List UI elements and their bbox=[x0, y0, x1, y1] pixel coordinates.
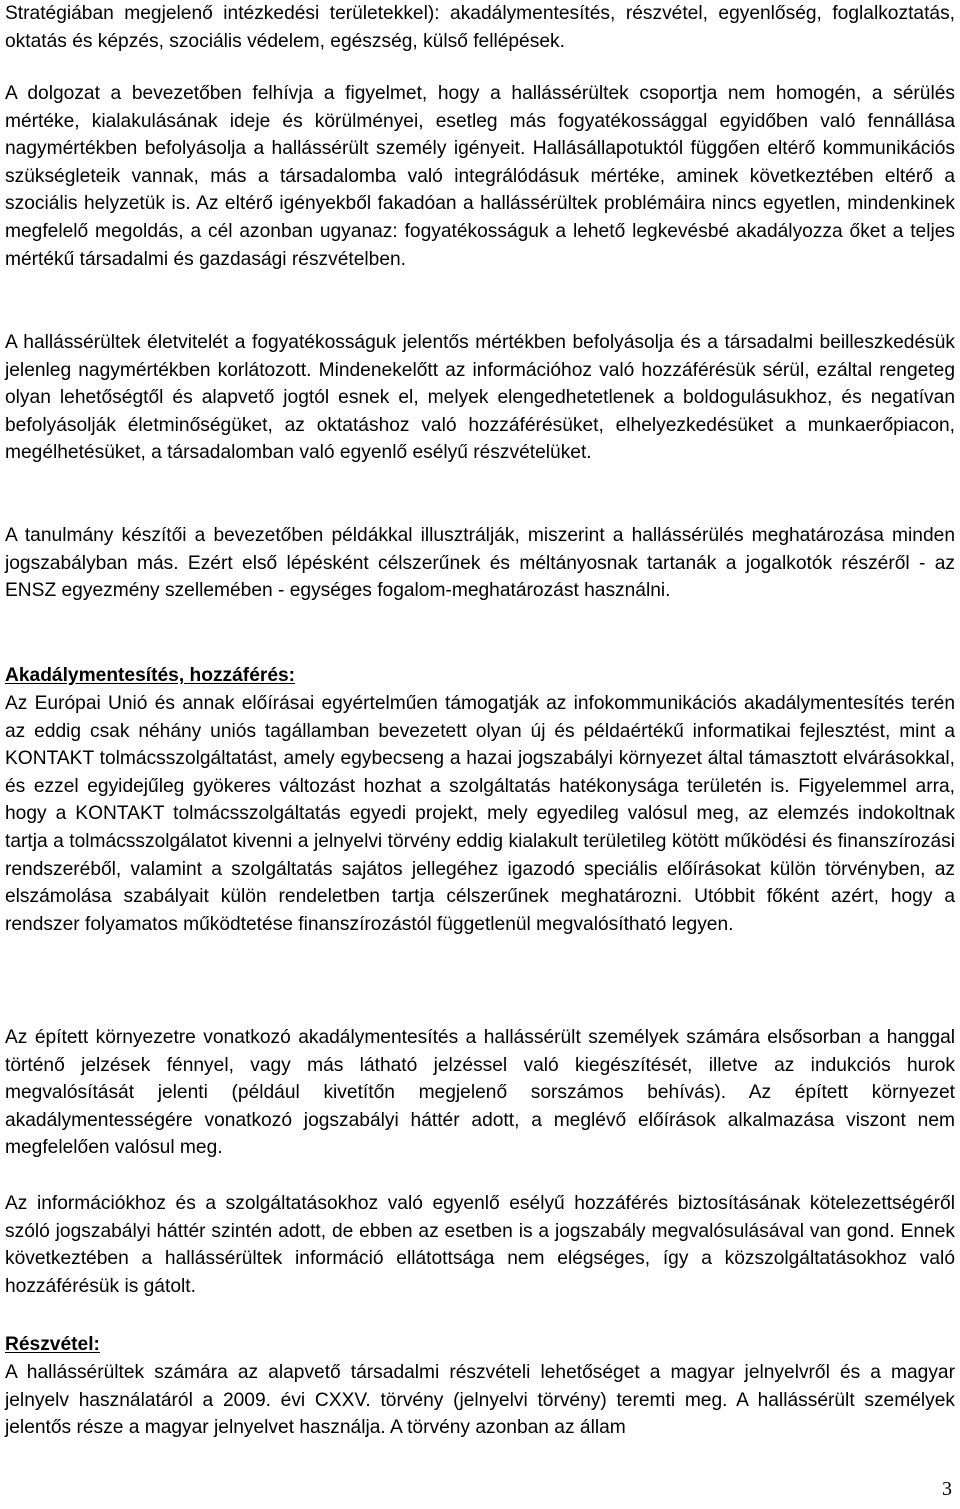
paragraph-2: A dolgozat a bevezetőben felhívja a figyelmet, hogy a hallássérültek csoportja nem homogén, a sérülés mértéke, kialakulásának ideje és körülményei, esetleg más fogyatékossággal egyidőben való fennállása nagymértékben befolyásolja a hallássérült személy igényeit. Hallásállapotuktól függően eltérő kommunikációs szükségleteik vannak, más a társadalomba való integrálódásuk mértéke, aminek következtében eltérő a szociális helyzetük is. Az eltérő igényekből fakadóan a hallássérültek problémáira nincs egyetlen, mindenkinek megfelelő megoldás, a cél azonban ugyanaz: fogyatékosságuk a lehető legkevésbé akadályozza őket a teljes mértékű társadalmi és gazdasági részvételben. bbox=[5, 83, 955, 270]
page-number: 3 bbox=[942, 1478, 952, 1500]
paragraph-8: A hallássérültek számára az alapvető társadalmi részvételi lehetőséget a magyar jelnyelvről és a magyar jelnyelv használatáról a 2009. évi CXXV. törvény (jelnyelvi törvény) teremti meg. A hallássérült személyek jelentős része a magyar jelnyelvet használja. A törvény azonban az állam bbox=[5, 1362, 955, 1439]
section-heading-participation: Részvétel: bbox=[5, 1334, 100, 1355]
paragraph-4: A tanulmány készítői a bevezetőben példákkal illusztrálják, miszerint a hallássérülés meghatározása minden jogszabályban más. Ezért első lépésként célszerűnek és méltányosnak tartanák a jogalkotók részéről - az ENSZ egyezmény szellemében - egységes fogalom-meghatározást használni. bbox=[5, 525, 955, 602]
paragraph-3: A hallássérültek életvitelét a fogyatékosságuk jelentős mértékben befolyásolja és a társadalmi beilleszkedésük jelenleg nagymértékben korlátozott. Mindenekelőtt az információhoz való hozzáférésük sérül, ezáltal rengeteg olyan lehetőségtől és alapvető jogtól esnek el, melyek elengedhetetlenek a boldogulásukhoz, és negatívan befolyásolják életminőségüket, az oktatáshoz való hozzáférésüket, elhelyezkedésüket a munkaerőpiacon, megélhetésüket, a társadalomban való egyenlő esélyű részvételüket. bbox=[5, 332, 955, 464]
section-heading-accessibility: Akadálymentesítés, hozzáférés: bbox=[5, 665, 296, 686]
paragraph-5: Az Európai Unió és annak előírásai egyértelműen támogatják az infokommunikációs akadálymentesítés terén az eddig csak néhány uniós tagállamban bevezetett olyan új és példaértékű informatikai fejlesztést, mint a KONTAKT tolmácsszolgáltatást, amely egybecseng a hazai jogszabályi környezet által támasztott elvárásokkal, és ezzel egyidejűleg gyökeres változást hozhat a szolgáltatás hatékonysága területén is. Figyelemmel arra, hogy a KONTAKT tolmácsszolgáltatás egyedi projekt, mely egyedileg valósul meg, az elemzés indokoltnak tartja a tolmácsszolgálatot kivenni a jelnyelvi törvény eddig kialakult területileg kötött működési és finanszírozási rendszeréből, valamint a szolgáltatás sajátos jellegéhez igazodó speciális előírásokat külön törvényben, az elszámolása szabályait külön rendeletben tartja célszerűnek meghatározni. Utóbbit főként azért, hogy a rendszer folyamatos működtetése finanszírozástól függetlenül megvalósítható legyen. bbox=[5, 693, 955, 935]
paragraph-1: Stratégiában megjelenő intézkedési területekkel): akadálymentesítés, részvétel, egyenlőség, foglalkoztatás, oktatás és képzés, szociális védelem, egészség, külső fellépések. bbox=[5, 3, 955, 52]
paragraph-7: Az információkhoz és a szolgáltatásokhoz való egyenlő esélyű hozzáférés biztosításának kötelezettségéről szóló jogszabályi háttér szintén adott, de ebben az esetben is a jogszabály megvalósulásával van gond. Ennek következtében a hallássérültek információ ellátottsága nem elégséges, így a közszolgáltatásokhoz való hozzáférésük is gátolt. bbox=[5, 1193, 955, 1297]
paragraph-6: Az épített környezetre vonatkozó akadálymentesítés a hallássérült személyek számára elsősorban a hanggal történő jelzések fénnyel, vagy más látható jelzéssel való kiegészítését, illetve az indukciós hurok megvalósítását jelenti (például kivetítőn megjelenő sorszámos behívás). Az épített környezet akadálymentességére vonatkozó jogszabályi háttér adott, a meglévő előírások alkalmazása viszont nem megfelelően valósul meg. bbox=[5, 1027, 955, 1159]
